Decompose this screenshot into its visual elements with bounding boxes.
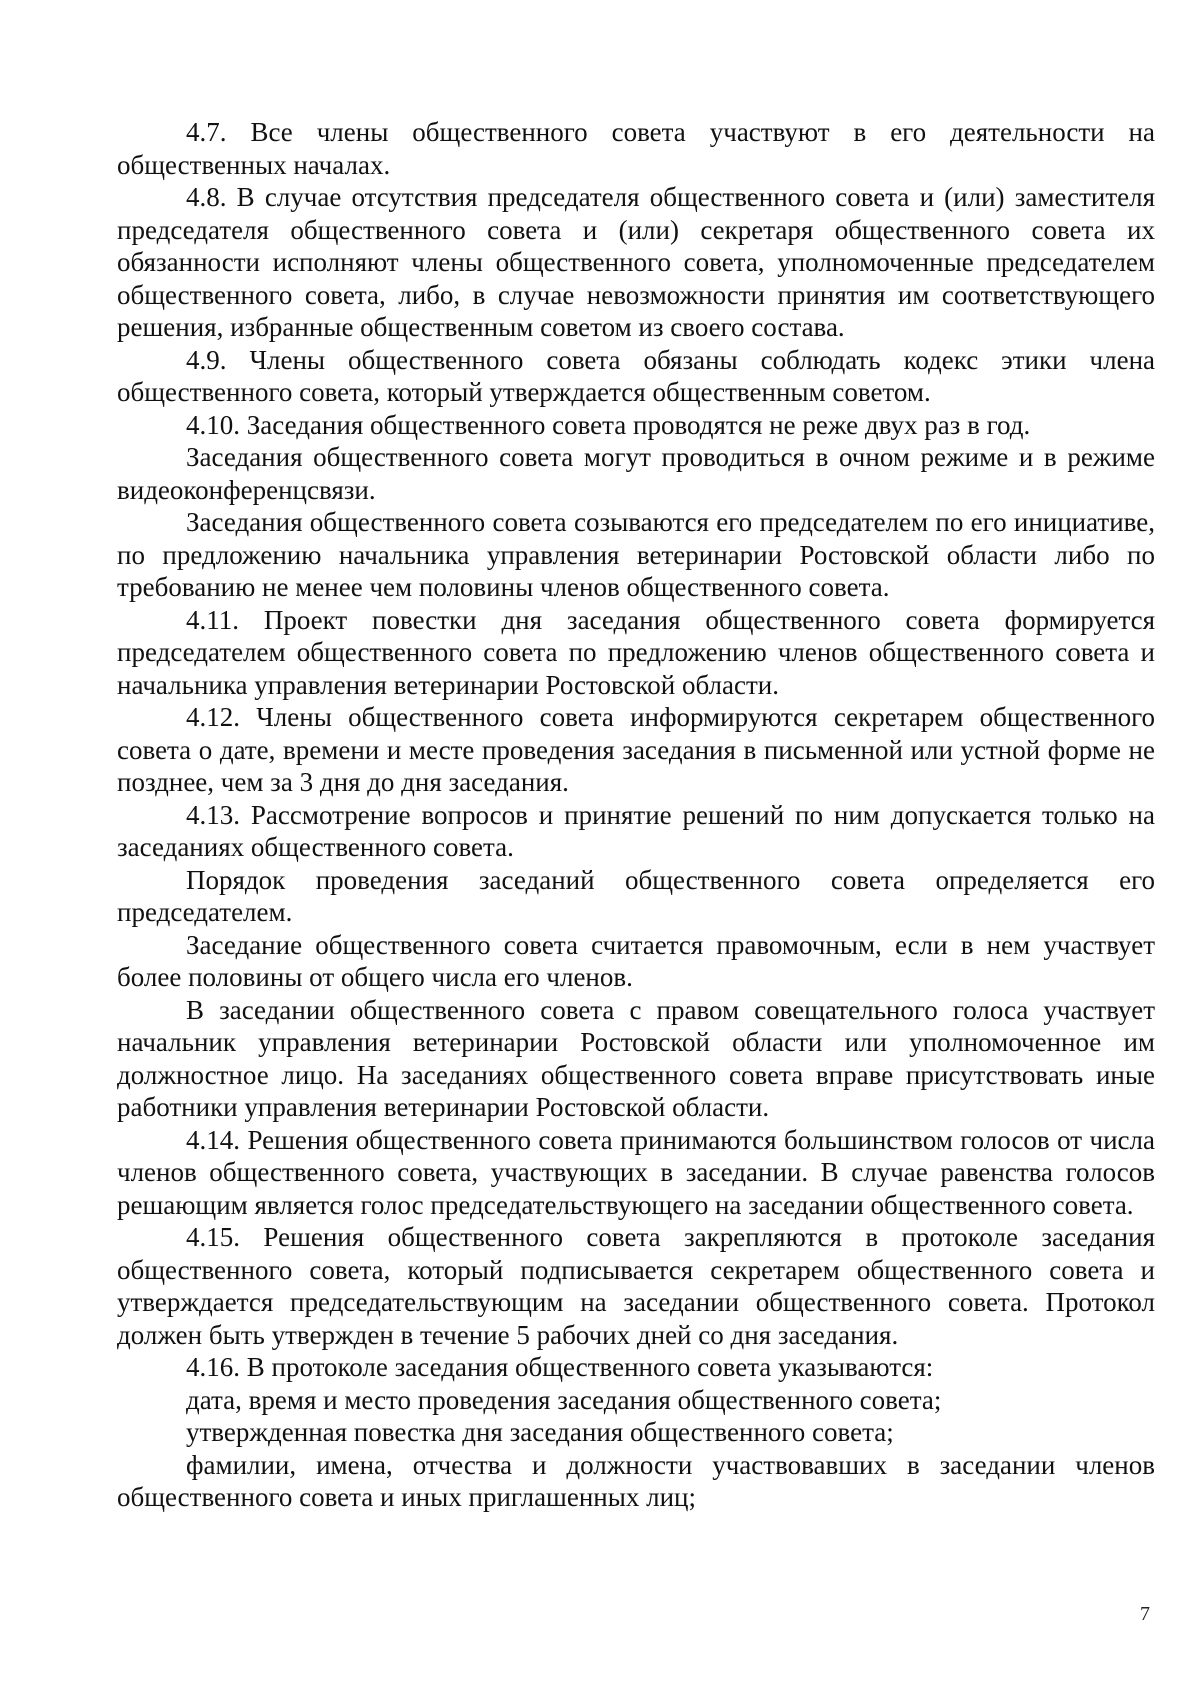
list-item-agenda: утвержденная повестка дня заседания общественного совета; bbox=[186, 1417, 894, 1447]
page-number: 7 bbox=[1140, 1603, 1150, 1625]
list-item-participants: фамилии, имена, отчества и должности участвовавших в заседании членов общественного совета и иных приглашенных лиц; bbox=[117, 1449, 1155, 1512]
paragraph-4-14: 4.14. Решения общественного совета принимаются большинством голосов от числа членов общественного совета, участвующих в заседании. В случае равенства голосов решающим является голос председательствующего на заседании общественного совета. bbox=[117, 1124, 1155, 1220]
paragraph-4-16: 4.16. В протоколе заседания общественного совета указываются: bbox=[186, 1352, 934, 1382]
paragraph-4-9: 4.9. Члены общественного совета обязаны соблюдать кодекс этики члена общественного совета, который утверждается общественным советом. bbox=[117, 344, 1155, 407]
paragraph-4-10: 4.10. Заседания общественного совета проводятся не реже двух раз в год. bbox=[186, 409, 1031, 440]
paragraph-4-10-convening: Заседания общественного совета созываются его председателем по его инициативе, по предложению начальника управления ветеринарии Ростовской области либо по требованию не менее чем половины членов общественного совета. bbox=[117, 507, 1155, 602]
paragraph-4-11: 4.11. Проект повестки дня заседания общественного совета формируется председателем общественного совета по предложению членов общественного совета и начальника управления ветеринарии Ростовской области. bbox=[117, 604, 1155, 700]
paragraph-4-12: 4.12. Члены общественного совета информируются секретарем общественного совета о дате, времени и месте проведения заседания в письменной или устной форме не позднее, чем за 3 дня до дня заседания. bbox=[117, 702, 1155, 797]
paragraph-4-13-procedure: Порядок проведения заседаний общественного совета определяется его председателем. bbox=[117, 864, 1155, 927]
paragraph-4-13-advisory: В заседании общественного совета с правом совещательного голоса участвует начальник управления ветеринарии Ростовской области или уполномоченное им должностное лицо. На заседаниях общественного совета вправе присутствовать иные работники управления ветеринарии Ростовской области. bbox=[117, 994, 1155, 1122]
document-body bbox=[117, 116, 1155, 1514]
paragraph-4-7: 4.7. Все члены общественного совета участвуют в его деятельности на общественных началах. bbox=[117, 117, 1155, 180]
paragraph-4-8: 4.8. В случае отсутствия председателя общественного совета и (или) заместителя председателя общественного совета и (или) секретаря общественного совета их обязанности исполняют члены общественного совета, уполномоченные председателем общественного совета, либо, в случае невозможности принятия им соответствующего решения, избранные общественным советом из своего состава. bbox=[117, 182, 1155, 342]
paragraph-4-15: 4.15. Решения общественного совета закрепляются в протоколе заседания общественного совета, который подписывается секретарем общественного совета и утверждается председательствующим на заседании общественного совета. Протокол должен быть утвержден в течение 5 рабочих дней со дня заседания. bbox=[117, 1222, 1155, 1350]
paragraph-4-10-modes: Заседания общественного совета могут проводиться в очном режиме и в режиме видеоконференцсвязи. bbox=[117, 442, 1155, 505]
paragraph-4-13-quorum: Заседание общественного совета считается правомочным, если в нем участвует более половины от общего числа его членов. bbox=[117, 929, 1155, 992]
list-item-date-place: дата, время и место проведения заседания общественного совета; bbox=[186, 1384, 942, 1415]
paragraph-4-13: 4.13. Рассмотрение вопросов и принятие решений по ним допускается только на заседаниях общественного совета. bbox=[117, 799, 1155, 862]
